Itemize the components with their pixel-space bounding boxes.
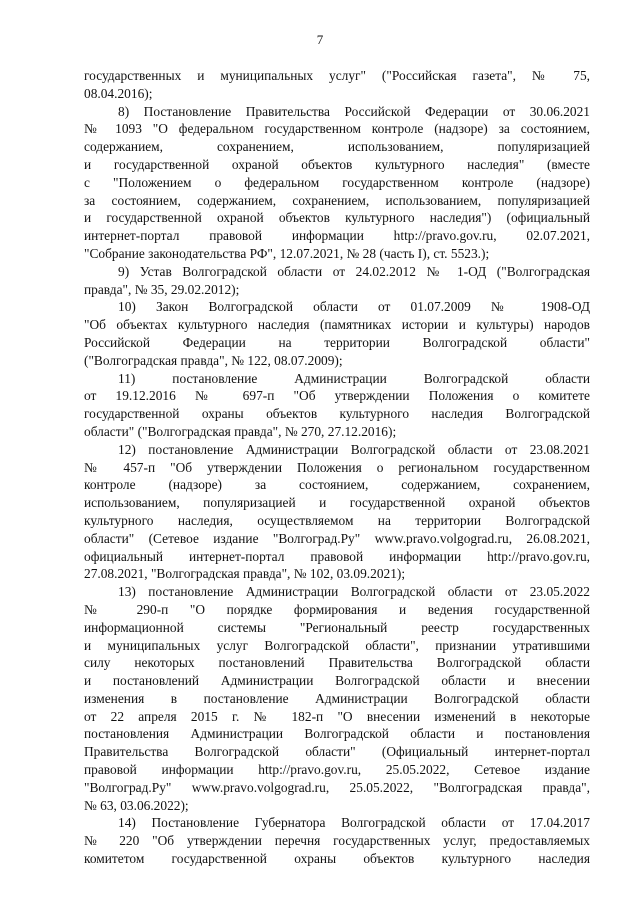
text-line: и постановлений Администрации Волгоградской области и внесении [84, 673, 590, 689]
text-line: интернет-портал правовой информации http://pravo.gov.ru, 02.07.2021, [84, 228, 590, 244]
text-line: Российской Федерации на территории Волгоградской области" [84, 334, 590, 350]
text-line: 13) постановление Администрации Волгоградской области от 23.05.2022 [118, 584, 590, 600]
list-item-10 [84, 298, 590, 369]
text-line: 27.08.2021, "Волгоградская правда", № 102, 03.09.2021); [84, 566, 406, 582]
text-line: и государственной охраной объектов культурного наследия" (вместе [84, 156, 590, 172]
text-line: с "Положением о федеральном государственном контроле (надзоре) [84, 174, 590, 190]
text-line: 11) постановление Администрации Волгоградской области [118, 370, 590, 386]
text-line: информационной системы "Региональный реестр государственных [84, 619, 590, 635]
text-line: от 22 апреля 2015 г. № 182-п "О внесении изменений в некоторые [84, 708, 590, 724]
text-line: Правительства Волгоградской области" (Официальный интернет-портал [84, 744, 590, 760]
list-item-14 [84, 814, 590, 867]
text-line: за состоянием, содержанием, сохранением, использованием, популяризацией [84, 192, 590, 208]
text-line: 12) постановление Администрации Волгоградской области от 23.08.2021 [118, 441, 590, 457]
text-line: 8) Постановление Правительства Российской Федерации от 30.06.2021 [118, 103, 590, 119]
text-line: № 1093 "О федеральном государственном контроле (надзоре) за состоянием, [84, 121, 590, 137]
text-line: официальный интернет-портал правовой информации http://pravo.gov.ru, [84, 548, 590, 564]
text-line: № 457-п "Об утверждении Положения о региональном государственном [84, 459, 590, 475]
text-line: 9) Устав Волгоградской области от 24.02.2012 № 1-ОД ("Волгоградская [118, 263, 590, 279]
text-line: "Об объектах культурного наследия (памятниках истории и культуры) народов [84, 317, 590, 333]
list-item-9 [84, 263, 590, 299]
text-line: "Собрание законодательства РФ", 12.07.2021, № 28 (часть I), ст. 5523.); [84, 245, 490, 261]
text-line: 10) Закон Волгоградской области от 01.07.2009 № 1908-ОД [118, 299, 590, 315]
text-line: № 63, 03.06.2022); [84, 797, 189, 813]
text-line: изменения в постановление Администрации Волгоградской области [84, 690, 590, 706]
text-line: культурного наследия, осуществляемом на территории Волгоградской [84, 512, 590, 528]
page-number: 7 [316, 32, 324, 47]
text-line: "Волгоград.Ру" www.pravo.volgograd.ru, 25.05.2022, "Волгоградская правда", [84, 779, 590, 795]
text-line: от 19.12.2016 № 697-п "Об утверждении Положения о комитете [84, 388, 590, 404]
list-item-12 [84, 441, 590, 583]
text-line: правовой информации http://pravo.gov.ru, 25.05.2022, Сетевое издание [84, 762, 590, 778]
text-line: постановления Администрации Волгоградской области и постановления [84, 726, 590, 742]
text-line: контроле (надзоре) за состоянием, содержанием, сохранением, [84, 477, 590, 493]
text-line: правда", № 35, 29.02.2012); [84, 281, 240, 297]
text-line: государственных и муниципальных услуг" ("Российская газета", № 75, [84, 68, 590, 83]
text-line: области" (Сетевое издание "Волгоград.Ру" www.pravo.volgograd.ru, 26.08.2021, [84, 530, 590, 546]
text-line: 08.04.2016); [84, 85, 153, 101]
text-line: № 220 "Об утверждении перечня государственных услуг, предоставляемых [84, 833, 590, 849]
list-item-13 [84, 583, 590, 814]
text-line: № 290-п "О порядке формирования и ведения государственной [84, 601, 590, 617]
text-line: ("Волгоградская правда", № 122, 08.07.2009); [84, 352, 343, 368]
document-body [84, 67, 590, 868]
list-item-11 [84, 370, 590, 441]
paragraph-continuation [84, 67, 590, 103]
text-line: и государственной охраной объектов культурного наследия") (официальный [84, 210, 590, 226]
text-line: комитетом государственной охраны объектов культурного наследия [84, 851, 590, 867]
text-line: и муниципальных услуг Волгоградской области", признании утратившими [84, 637, 590, 653]
list-item-8 [84, 103, 590, 263]
text-line: 14) Постановление Губернатора Волгоградской области от 17.04.2017 [118, 815, 590, 831]
text-line: содержанием, сохранением, использованием, популяризацией [84, 139, 590, 155]
text-line: государственной охраны объектов культурного наследия Волгоградской [84, 406, 590, 422]
text-line: использованием, популяризацией и государственной охраной объектов [84, 495, 590, 511]
text-line: силу некоторых постановлений Правительства Волгоградской области [84, 655, 590, 671]
text-line: области" ("Волгоградская правда", № 270, 27.12.2016); [84, 423, 397, 439]
